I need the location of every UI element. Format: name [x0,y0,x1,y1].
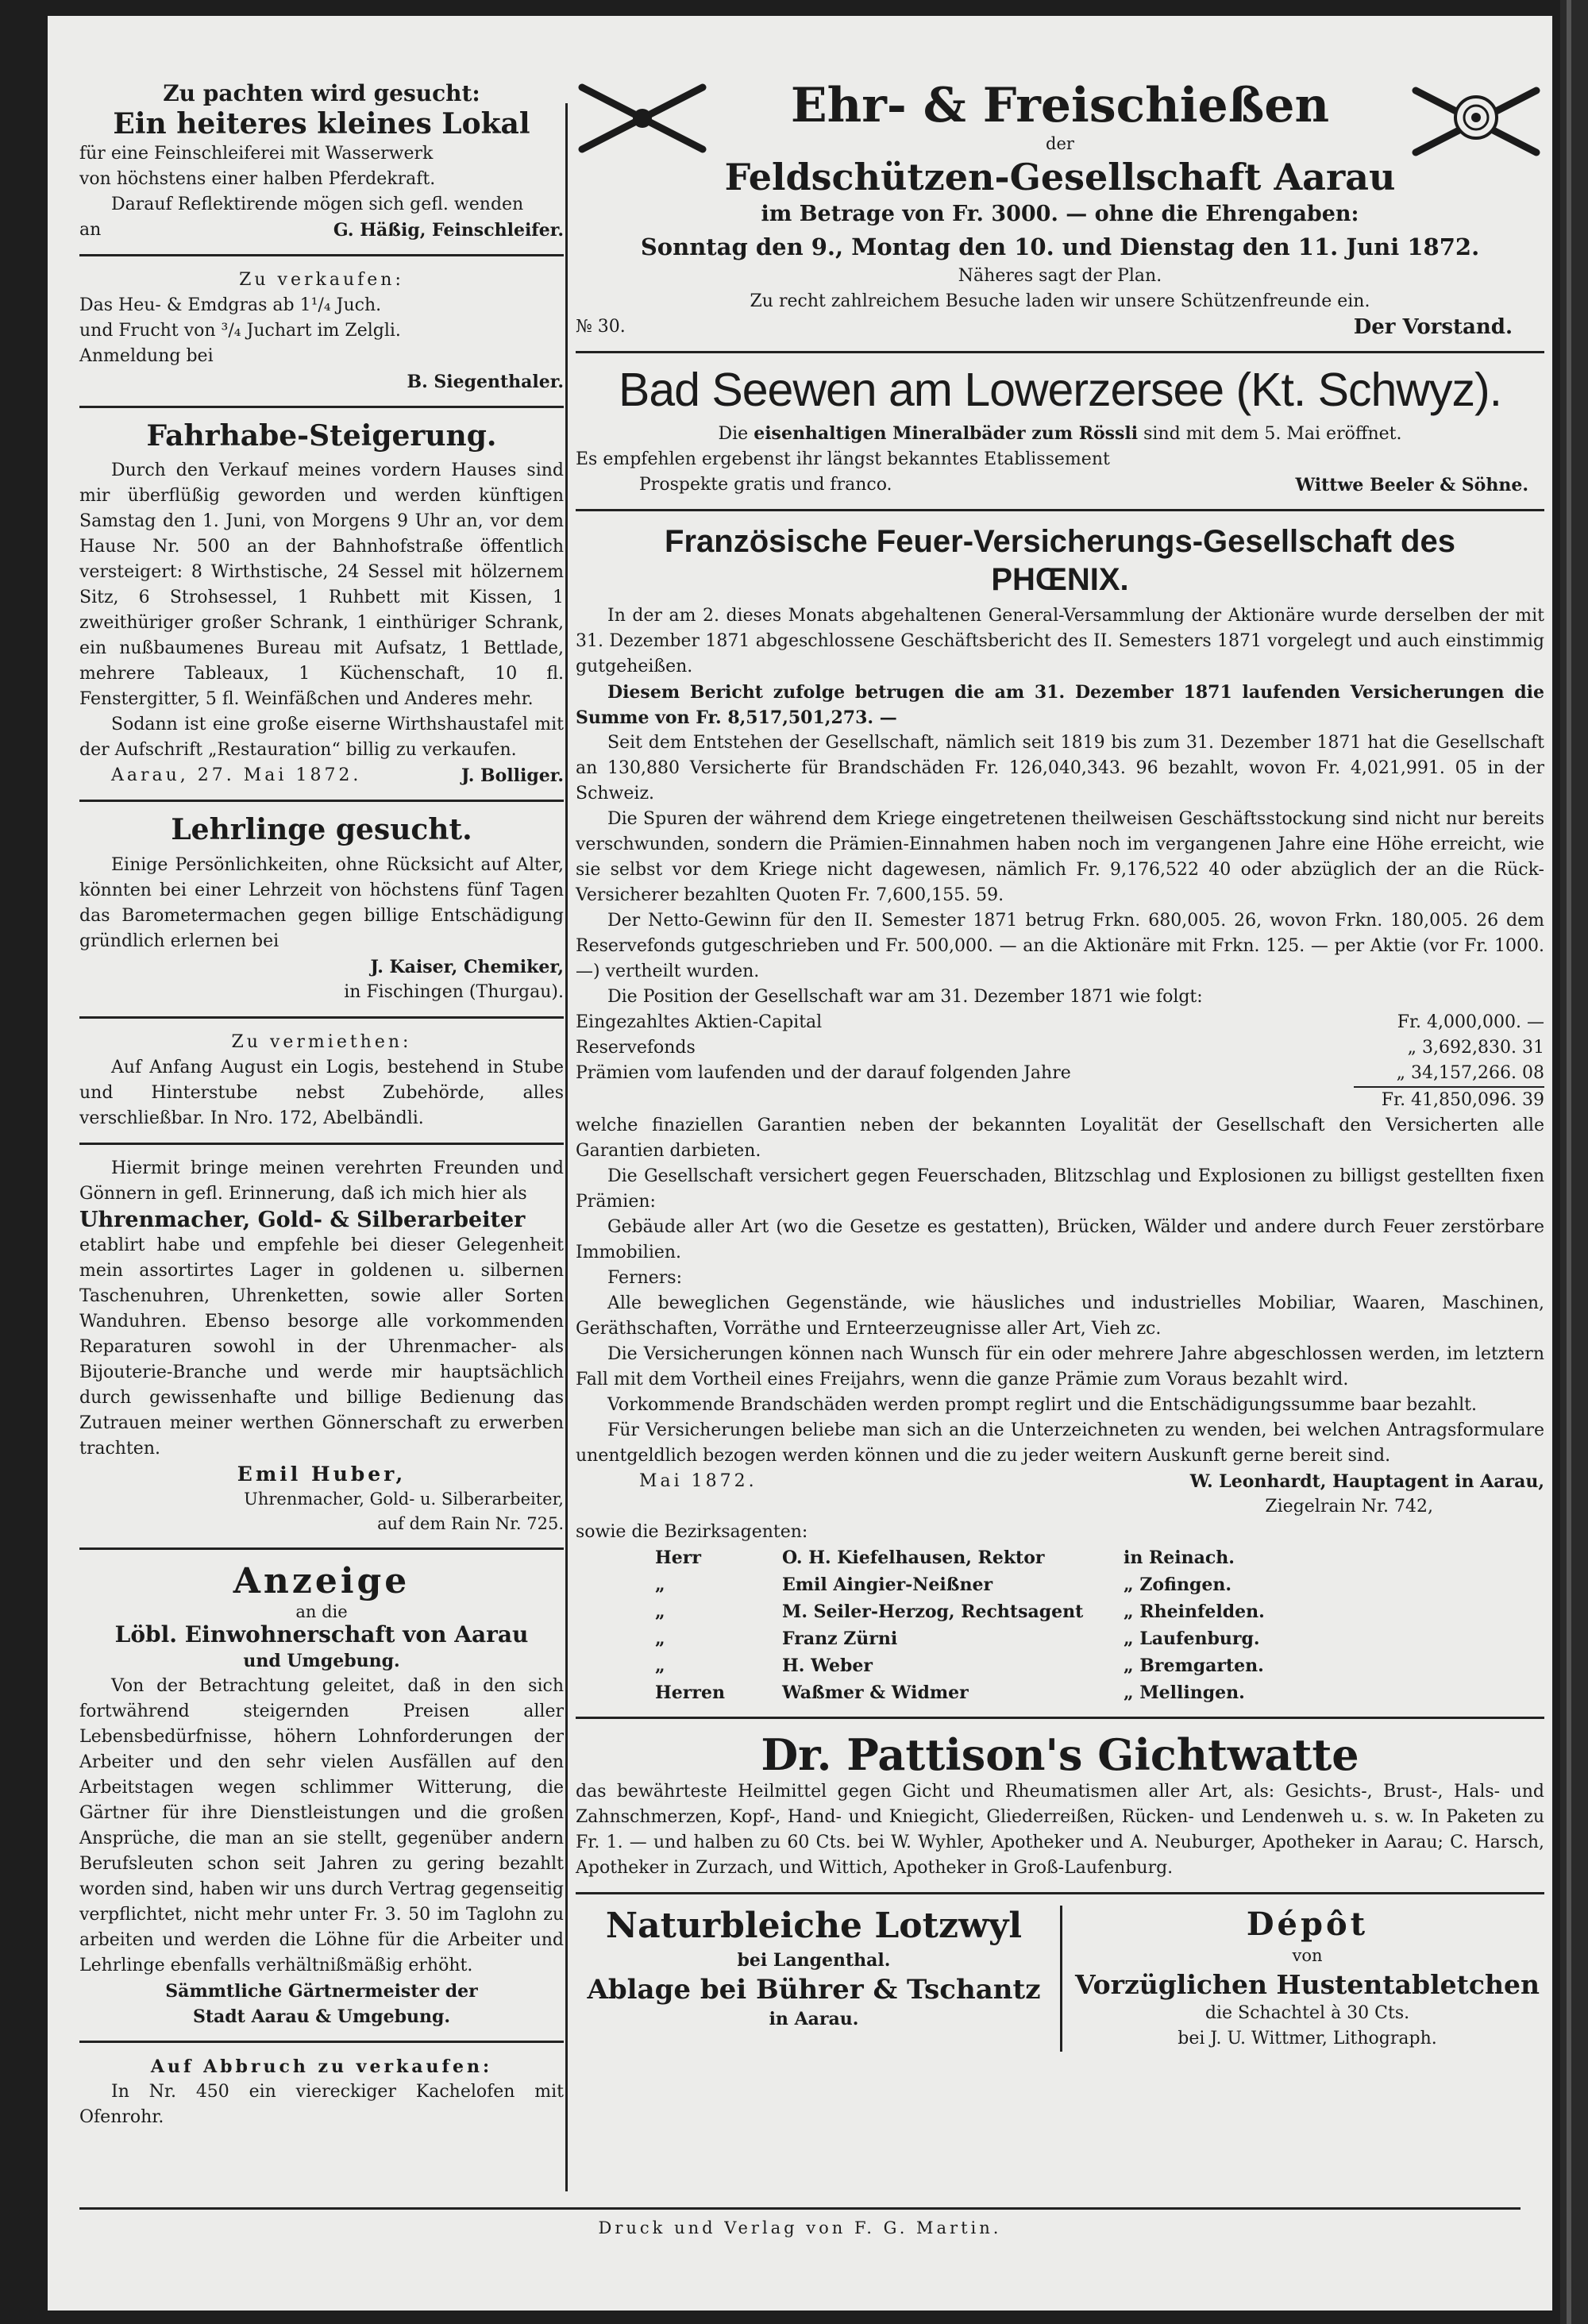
agent-place: „ Laufenburg. [1124,1628,1260,1649]
position-total-row [576,1086,1544,1113]
phoenix-sig: W. Leonhardt, Hauptagent in Aarau, [1189,1470,1544,1492]
agent-place: „ Bremgarten. [1124,1655,1264,1676]
ad-lotzwyl [576,1906,1062,2052]
lotzwyl-place: in Aarau. [769,2009,859,2030]
verkaufen-line2: und Frucht von ³/₄ Juchart im Zelgli. [79,321,401,341]
column-rule [565,103,568,2191]
ad-phoenix [576,522,1544,1705]
ad-fahrhabe [79,419,564,788]
pacht-line2: von höchstens einer halben Pferdekraft. [79,169,436,190]
footer [48,2207,1552,2241]
verkaufen-sig: B. Siegenthaler. [407,372,564,393]
abbruch-head: Auf Abbruch zu verkaufen: [150,2056,493,2078]
pacht-sig: G. Häßig, Feinschleifer. [333,220,564,241]
agent-pre: „ [655,1601,665,1622]
pacht-title: Ein heiteres kleines Lokal [113,107,530,141]
ad-depot [1062,1906,1544,2052]
pattison-title: Dr. Pattison's Gichtwatte [761,1729,1359,1780]
schiessen-line3: Näheres sagt der Plan. [958,265,1162,286]
agent-pre: „ [655,1655,665,1676]
phoenix-p8: Die Gesellschaft versichert gegen Feuerschaden, Blitzschlag und Explosionen zu billigst gestellten fixen Prämien: [576,1166,1544,1212]
agent-pre: „ [655,1574,665,1595]
position-row [576,1010,1544,1035]
bad-line3: Prospekte gratis und franco. [639,474,892,495]
agent-pre: Herr [655,1547,701,1568]
agent-place: „ Zofingen. [1124,1574,1232,1595]
uhren-sig: Emil Huber, [237,1463,407,1486]
uhren-intro: Hiermit bringe meinen verehrten Freunden und Gönnern in gefl. Erinnerung, daß ich mich hier als [79,1158,564,1204]
position-total: Fr. 41,850,096. 39 [1354,1086,1544,1113]
schiessen-sub: Feldschützen-Gesellschaft Aarau [724,156,1396,198]
phoenix-p12: Die Versicherungen können nach Wunsch für ein oder mehrere Jahre abgeschlossen werden, im letztern Fall mit dem Vortheil eines Freijahrs, wenn die ganze Prämie zum Voraus bezahlt wird. [576,1343,1544,1389]
agents-head: sowie die Bezirksagenten: [576,1521,808,1542]
schiessen-title: Ehr- & Freischießen [790,78,1330,133]
lehrlinge-title: Lehrlinge gesucht. [171,813,472,847]
divider [576,351,1544,353]
lehrlinge-body: Einige Persönlichkeiten, ohne Rücksicht auf Alter, könnten bei einer Lehrzeit von höchstens fünf Tagen das Barometermachen gegen billige Entschädigung gründlich erlernen bei [79,854,564,951]
divider [79,1143,564,1145]
fahrhabe-sig: J. Bolliger. [461,765,564,787]
phoenix-p11: Alle beweglichen Gegenstände, wie häusliches und industrielles Mobiliar, Waaren, Maschinen, Geräthschaften, Vorräthe und Ernteerzeugnisse aller Art, Vieh zc. [576,1293,1544,1339]
ad-bad-seewen [576,364,1544,498]
anzeige-body: Von der Betrachtung geleitet, daß in den sich fortwährend steigernden Preisen aller Lebensbedürfnisse, höhern Lohnforderungen der Arbeiter und den sehr vielen Ausfällen auf den Arbeitstagen wegen schlimmer Witterung, die Gärtner für ihre Dienstleistungen und die großen Ansprüche, die man an sie stellt, gegenüber andern Berufsleuten schon seit Jahren zu gering bezahlt worden sind, haben wir uns durch Vertrag gegenseitig verpflichtet, nicht mehr unter Fr. 3. 50 im Taglohn zu arbeiten und werden die Löhne für die Arbeiter und Lehrlinge ebenfalls verhältnißmäßig erhöht. [79,1676,564,1976]
bad-line2: Es empfehlen ergebenst ihr längst bekanntes Etablissement [576,449,1110,469]
depot-sig: bei J. U. Wittmer, Lithograph. [1178,2029,1437,2049]
bottom-ads [576,1906,1544,2052]
phoenix-p1: In der am 2. dieses Monats abgehaltenen General-Versammlung der Aktionäre wurde derselben der mit 31. Dezember 1871 abgeschlossene Geschäftsbericht des II. Semesters 1871 vorgelegt und auch einstimmig gutgeheißen. [576,605,1544,676]
phoenix-p5: Der Netto-Gewinn für den II. Semester 1871 betrug Frkn. 680,005. 26, wovon Frkn. 180,005. 26 dem Reservefonds gutgeschrieben und Fr. 500,000. — an die Aktionäre mit Frkn. 125. — per Aktie (vor Fr. 1000. —) vertheilt wurden. [576,910,1544,981]
position-row [576,1035,1544,1061]
agent-pre: „ [655,1628,665,1649]
ad-schiessen [576,79,1544,340]
position-value: „ 34,157,266. 08 [1396,1062,1544,1083]
fahrhabe-title: Fahrhabe-Steigerung. [146,419,497,453]
phoenix-p9: Gebäude aller Art (wo die Gesetze es gestatten), Brücken, Wälder und andere durch Feuer zerstörbare Immobilien. [576,1216,1544,1262]
agents-list [655,1545,1544,1705]
newspaper-page [48,16,1552,2311]
verkaufen-line1: Das Heu- & Emdgras ab 1¹/₄ Juch. [79,295,382,316]
position-label: Eingezahltes Aktien-Capital [576,1012,823,1032]
divider [79,1547,564,1550]
phoenix-p4: Die Spuren der während dem Kriege eingetretenen theilweisen Geschäftsstockung sind nicht nur bereits verschwunden, sondern die Prämien-Einnahmen haben noch im vergangenen Jahre eine Höhe erreicht, wie sie selbst vor dem Kriege nicht dagewesen, nämlich Fr. 9,176,522 40 oder abzüglich der an die Rück-Versicherer bezahlten Quoten Fr. 7,600,155. 59. [576,808,1544,905]
agent-place: „ Mellingen. [1124,1682,1245,1703]
uhren-sig2: Uhrenmacher, Gold- u. Silberarbeiter, [244,1490,564,1509]
ad-lehrlinge [79,813,564,1004]
ad-verkaufen [79,268,564,395]
fahrhabe-body2: Sodann ist eine große eiserne Wirthshaustafel mit der Aufschrift „Restauration“ billig zu verkaufen. [79,715,564,761]
phoenix-p6: Die Position der Gesellschaft war am 31. Dezember 1871 wie folgt: [607,986,1203,1007]
lotzwyl-title: Naturbleiche Lotzwyl [605,1905,1023,1946]
target-rifles-icon [1409,79,1544,159]
agent-name: Franz Zürni [782,1628,898,1649]
verkaufen-head: Zu verkaufen: [239,270,404,291]
phoenix-p14: Für Versicherungen beliebe man sich an die Unterzeichneten zu wenden, bei welchen Antragsformulare unentgeldlich bezogen werden können und die zu jeder weitern Auskunft gerne bereit sind. [576,1420,1544,1466]
position-value: Fr. 4,000,000. — [1397,1012,1544,1032]
scan-edge [1560,0,1588,2324]
position-label: Reservefonds [576,1037,696,1058]
crossed-rifles-icon [576,79,711,159]
agent-name: H. Weber [782,1655,873,1676]
lehrlinge-sig1: J. Kaiser, Chemiker, [370,956,564,977]
agent-place: in Reinach. [1124,1547,1235,1568]
divider [576,1892,1544,1894]
divider [79,800,564,802]
lotzwyl-sub: bei Langenthal. [737,1949,891,1971]
depot-title: Dépôt [1246,1905,1369,1943]
fahrhabe-date: Aarau, 27. Mai 1872. [111,765,362,786]
vermiethen-body: Auf Anfang August ein Logis, bestehend in Stube und Hinterstube nebst Zubehörde, alles verschließbar. In Nro. 172, Abelbändli. [79,1057,564,1128]
phoenix-sig2: Ziegelrain Nr. 742, [1265,1496,1433,1517]
anzeige-title: Anzeige [233,1561,410,1602]
uhren-title: Uhrenmacher, Gold- & Silberarbeiter [79,1207,526,1232]
divider [79,406,564,408]
bad-line1b: eisenhaltigen Mineralbäder zum Rössli [754,422,1139,444]
schiessen-line1: im Betrage von Fr. 3000. — ohne die Ehrengaben: [761,201,1359,226]
schiessen-der: der [1046,134,1074,153]
bad-sig: Wittwe Beeler & Söhne. [1295,474,1528,495]
phoenix-p10: Ferners: [607,1267,683,1288]
phoenix-p7: welche finaziellen Garantien neben der bekannten Loyalität der Gesellschaft den Versicherten alle Garantien darbieten. [576,1115,1544,1161]
phoenix-title: Französische Feuer-Versicherungs-Gesellschaft des [665,523,1455,559]
depot-von: von [1292,1945,1323,1965]
pattison-body: das bewährteste Heilmittel gegen Gicht und Rheumatismen aller Art, als: Gesichts-, Brust-, Hals- und Zahnschmerzen, Kopf-, Hand- und Kniegicht, Gliederreißen, Rücken- und Lendenweh u. s. w. In Paketen zu Fr. 1. — und halben zu 60 Cts. bei W. Wyhler, Apotheker und A. Neuburger, Apotheker in Aarau; C. Harsch, Apotheker in Zurzach, und Wittich, Apotheker in Groß-Laufenburg. [576,1781,1544,1878]
ad-pattison [576,1730,1544,1881]
uhren-sig3: auf dem Rain Nr. 725. [377,1514,564,1534]
agent-name: M. Seiler-Herzog, Rechtsagent [782,1601,1084,1622]
lehrlinge-sig2: in Fischingen (Thurgau). [344,981,564,1002]
anzeige-sig2: Stadt Aarau & Umgebung. [192,2006,451,2028]
agent-name: O. H. Kiefelhausen, Rektor [782,1547,1045,1568]
imprint: Druck und Verlag von F. G. Martin. [598,2218,1002,2237]
bad-line1c: sind mit dem 5. Mai eröffnet. [1143,423,1402,444]
schiessen-line2: Sonntag den 9., Montag den 10. und Dienstag den 11. Juni 1872. [640,233,1480,260]
phoenix-p2: Diesem Bericht zufolge betrugen die am 31. Dezember 1871 laufenden Versicherungen die Summe von Fr. 8,517,501,273. — [576,681,1544,728]
agent-place: „ Rheinfelden. [1124,1601,1265,1622]
ad-abbruch [79,2054,564,2130]
ad-pacht [79,79,564,243]
agent-name: Emil Aingier-Neißner [782,1574,993,1595]
lotzwyl-ablage: Ablage bei Bührer & Tschantz [587,1973,1041,2006]
phoenix-date: Mai 1872. [639,1470,757,1491]
phoenix-name: PHŒNIX. [991,561,1129,597]
right-column [576,79,1544,2052]
anzeige-sub3: und Umgebung. [243,1651,400,1672]
divider [79,254,564,256]
schiessen-line4: Zu recht zahlreichem Besuche laden wir unsere Schützenfreunde ein. [750,291,1370,311]
verkaufen-line3: Anmeldung bei [79,346,214,367]
ad-anzeige [79,1561,564,2029]
fahrhabe-body: Durch den Verkauf meines vordern Hauses sind mir überflüßig geworden und werden künftigen Samstag den 1. Juni, von Morgens 9 Uhr an, vor dem Hause Nr. 500 an der Bahnhofstraße öffentlich versteigert: 8 Wirthstische, 24 Sessel mit hölzernem Sitz, 6 Strohsessel, 1 Ruhbett mit Kissen, 1 zweithüriger großer Schrank, 1 einthüriger Schrank, ein nußbaumenes Bureau mit Aufsatz, 1 Bettlade, mehrere Tableaux, 1 Küchenschaft, 10 fl. Fenstergitter, 5 fl. Weinfäßchen und Anderes mehr. [79,461,564,710]
divider [576,1717,1544,1719]
pacht-line1: für eine Feinschleiferei mit Wasserwerk [79,144,434,164]
depot-product: Vorzüglichen Hustentabletchen [1075,1968,1540,2000]
vermiethen-head: Zu vermiethen: [231,1031,412,1052]
depot-price: die Schachtel à 30 Cts. [1204,2003,1410,2024]
pacht-line4a: an [79,220,102,241]
pacht-line3: Darauf Reflektirende mögen sich gefl. wenden [111,195,524,215]
uhren-body: etablirt habe und empfehle bei dieser Gelegenheit mein assortirtes Lager in goldenen u. silbernen Taschenuhren, Uhrenketten, sowie aller Sorten Wanduhren. Ebenso besorge alle vorkommenden Reparaturen sowohl in der Uhrenmacher- als Bijouterie-Branche und werde mir hauptsächlich durch gewissenhafte und billige Bedienung das Zutrauen meiner werthen Gönnerschaft zu erwerben trachten. [79,1235,564,1459]
schiessen-number: № 30. [576,316,626,337]
agent-name: Waßmer & Widmer [782,1682,969,1703]
position-row [576,1061,1544,1086]
phoenix-p3: Seit dem Entstehen der Gesellschaft, nämlich seit 1819 bis zum 31. Dezember 1871 hat die Gesellschaft an 130,880 Versicherte für Brandschäden Fr. 126,040,343. 96 bezahlt, wovon Fr. 4,021,991. 05 in der Schweiz. [576,732,1544,804]
anzeige-sub1: an die [295,1602,348,1622]
position-label: Prämien vom laufenden und der darauf folgenden Jahre [576,1062,1071,1083]
schiessen-sig: Der Vorstand. [1353,314,1513,339]
divider [79,1016,564,1019]
position-value: „ 3,692,830. 31 [1407,1037,1544,1058]
divider [79,2041,564,2043]
bad-title: Bad Seewen am Lowerzersee (Kt. Schwyz). [619,363,1501,416]
abbruch-body: In Nr. 450 ein viereckiger Kachelofen mit Ofenrohr. [79,2082,564,2128]
agent-pre: Herren [655,1682,725,1703]
bad-line1a: Die [718,423,749,444]
ad-uhren [79,1156,564,1537]
left-column [79,79,564,2130]
phoenix-p13: Vorkommende Brandschäden werden prompt reglirt und die Entschädigungssumme baar bezahlt. [607,1394,1478,1415]
pacht-head: Zu pachten wird gesucht: [163,80,480,106]
ad-vermiethen [79,1030,564,1131]
anzeige-sub2: Löbl. Einwohnerschaft von Aarau [114,1621,529,1648]
anzeige-sig1: Sämmtliche Gärtnermeister der [165,1981,478,2002]
divider [576,509,1544,511]
